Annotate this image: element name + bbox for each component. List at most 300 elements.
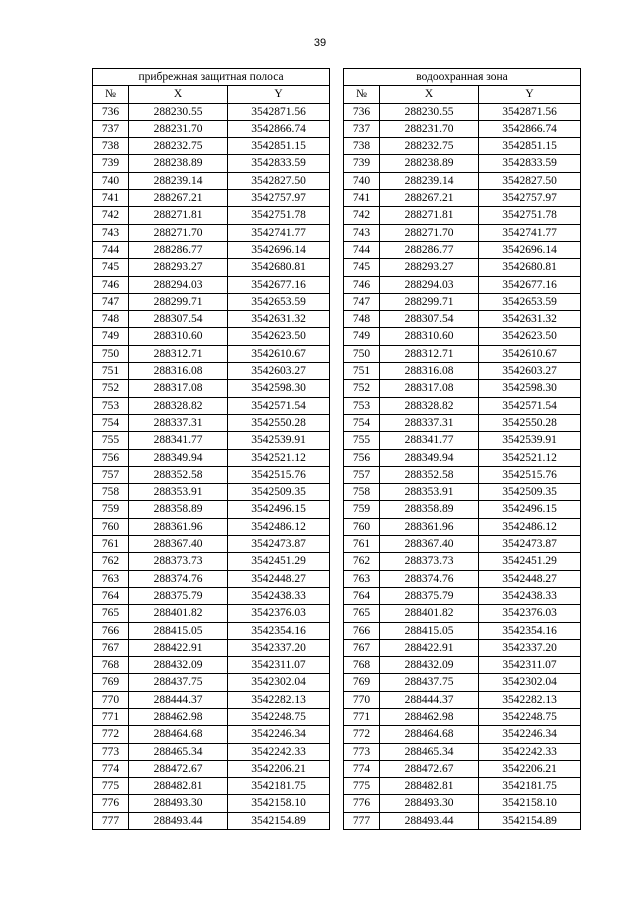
y-coordinate-cell: 3542438.33 — [228, 587, 330, 604]
y-coordinate-cell: 3542509.35 — [479, 484, 581, 501]
table-row — [93, 812, 330, 829]
table-row — [344, 397, 581, 414]
x-coordinate-cell: 288286.77 — [129, 241, 228, 258]
table-row — [93, 224, 330, 241]
point-number-cell: 753 — [93, 397, 129, 414]
table-row — [93, 311, 330, 328]
coastal-protection-strip-table — [92, 68, 330, 830]
y-coordinate-cell: 3542337.20 — [479, 639, 581, 656]
point-number-cell: 772 — [344, 726, 380, 743]
x-coordinate-cell: 288432.09 — [380, 657, 479, 674]
x-coordinate-cell: 288312.71 — [380, 345, 479, 362]
x-coordinate-cell: 288294.03 — [380, 276, 479, 293]
point-number-cell: 771 — [344, 708, 380, 725]
table-row — [93, 380, 330, 397]
table-row — [344, 380, 581, 397]
x-coordinate-cell: 288239.14 — [380, 172, 479, 189]
x-coordinate-cell: 288462.98 — [380, 708, 479, 725]
y-coordinate-cell: 3542509.35 — [228, 484, 330, 501]
point-number-cell: 747 — [344, 293, 380, 310]
x-coordinate-cell: 288316.08 — [380, 363, 479, 380]
point-number-cell: 777 — [93, 812, 129, 829]
y-coordinate-cell: 3542438.33 — [479, 587, 581, 604]
y-coordinate-cell: 3542206.21 — [228, 760, 330, 777]
table-row — [93, 691, 330, 708]
point-number-cell: 767 — [344, 639, 380, 656]
y-coordinate-cell: 3542473.87 — [479, 536, 581, 553]
x-coordinate-cell: 288238.89 — [380, 155, 479, 172]
x-coordinate-cell: 288267.21 — [129, 190, 228, 207]
point-number-cell: 752 — [344, 380, 380, 397]
point-number-cell: 758 — [93, 484, 129, 501]
point-number-cell: 762 — [93, 553, 129, 570]
table-row — [344, 363, 581, 380]
y-coordinate-cell: 3542866.74 — [228, 120, 330, 137]
x-coordinate-cell: 288232.75 — [380, 138, 479, 155]
table-row — [344, 587, 581, 604]
table-row — [344, 484, 581, 501]
y-coordinate-cell: 3542598.30 — [479, 380, 581, 397]
table-row — [93, 536, 330, 553]
x-coordinate-cell: 288293.27 — [380, 259, 479, 276]
table-row — [93, 276, 330, 293]
table-row — [93, 674, 330, 691]
y-coordinate-cell: 3542451.29 — [228, 553, 330, 570]
y-coordinate-cell: 3542623.50 — [228, 328, 330, 345]
point-number-cell: 736 — [93, 103, 129, 120]
x-coordinate-cell: 288415.05 — [380, 622, 479, 639]
x-coordinate-cell: 288353.91 — [380, 484, 479, 501]
point-number-cell: 759 — [93, 501, 129, 518]
point-number-cell: 769 — [344, 674, 380, 691]
x-coordinate-cell: 288482.81 — [380, 778, 479, 795]
x-coordinate-cell: 288401.82 — [129, 605, 228, 622]
x-coordinate-cell: 288373.73 — [380, 553, 479, 570]
x-coordinate-cell: 288349.94 — [129, 449, 228, 466]
x-coordinate-cell: 288493.30 — [380, 795, 479, 812]
x-coordinate-cell: 288472.67 — [380, 760, 479, 777]
table-row — [93, 138, 330, 155]
point-number-cell: 743 — [344, 224, 380, 241]
point-number-cell: 736 — [344, 103, 380, 120]
table-row — [93, 241, 330, 258]
point-number-cell: 764 — [344, 587, 380, 604]
y-coordinate-cell: 3542302.04 — [228, 674, 330, 691]
table-row — [344, 536, 581, 553]
point-number-cell: 770 — [344, 691, 380, 708]
point-number-cell: 753 — [344, 397, 380, 414]
y-coordinate-cell: 3542871.56 — [479, 103, 581, 120]
y-coordinate-cell: 3542610.67 — [479, 345, 581, 362]
x-coordinate-cell: 288271.81 — [380, 207, 479, 224]
point-number-cell: 771 — [93, 708, 129, 725]
point-number-cell: 768 — [93, 657, 129, 674]
table-row — [93, 743, 330, 760]
y-coordinate-cell: 3542833.59 — [479, 155, 581, 172]
point-number-cell: 738 — [93, 138, 129, 155]
table-row — [344, 259, 581, 276]
y-coordinate-cell: 3542354.16 — [479, 622, 581, 639]
table-row — [344, 449, 581, 466]
table-row — [93, 397, 330, 414]
page-number: 39 — [313, 37, 327, 49]
y-coordinate-cell: 3542631.32 — [228, 311, 330, 328]
table-row — [93, 449, 330, 466]
x-coordinate-cell: 288294.03 — [129, 276, 228, 293]
table-row — [344, 708, 581, 725]
point-number-cell: 737 — [344, 120, 380, 137]
y-coordinate-cell: 3542741.77 — [228, 224, 330, 241]
point-number-cell: 741 — [344, 190, 380, 207]
y-coordinate-cell: 3542851.15 — [228, 138, 330, 155]
table-title: водоохранная зона — [344, 69, 581, 86]
point-number-cell: 748 — [93, 311, 129, 328]
table-row — [93, 414, 330, 431]
table-row — [93, 345, 330, 362]
point-number-cell: 760 — [93, 518, 129, 535]
point-number-cell: 744 — [344, 241, 380, 258]
point-number-cell: 757 — [93, 466, 129, 483]
point-number-cell: 739 — [93, 155, 129, 172]
table-row — [344, 726, 581, 743]
point-number-cell: 737 — [93, 120, 129, 137]
table-row — [93, 778, 330, 795]
point-number-cell: 742 — [344, 207, 380, 224]
x-coordinate-cell: 288374.76 — [380, 570, 479, 587]
x-coordinate-cell: 288375.79 — [380, 587, 479, 604]
table-row — [344, 674, 581, 691]
table-row — [344, 190, 581, 207]
point-number-cell: 773 — [93, 743, 129, 760]
point-number-cell: 764 — [93, 587, 129, 604]
x-coordinate-cell: 288310.60 — [129, 328, 228, 345]
x-coordinate-cell: 288422.91 — [129, 639, 228, 656]
x-coordinate-cell: 288328.82 — [129, 397, 228, 414]
table-row — [93, 293, 330, 310]
y-coordinate-cell: 3542448.27 — [479, 570, 581, 587]
point-number-cell: 743 — [93, 224, 129, 241]
table-row — [93, 190, 330, 207]
x-coordinate-cell: 288352.58 — [129, 466, 228, 483]
table-row — [344, 276, 581, 293]
y-coordinate-cell: 3542741.77 — [479, 224, 581, 241]
table-row — [93, 587, 330, 604]
y-coordinate-cell: 3542282.13 — [479, 691, 581, 708]
point-number-cell: 770 — [93, 691, 129, 708]
x-coordinate-cell: 288493.44 — [129, 812, 228, 829]
y-coordinate-cell: 3542521.12 — [228, 449, 330, 466]
table-row — [344, 518, 581, 535]
y-coordinate-cell: 3542610.67 — [228, 345, 330, 362]
y-coordinate-cell: 3542603.27 — [228, 363, 330, 380]
y-coordinate-cell: 3542354.16 — [228, 622, 330, 639]
point-number-cell: 752 — [93, 380, 129, 397]
table-row — [93, 708, 330, 725]
point-number-cell: 772 — [93, 726, 129, 743]
x-coordinate-cell: 288437.75 — [129, 674, 228, 691]
y-coordinate-cell: 3542515.76 — [479, 466, 581, 483]
x-coordinate-cell: 288310.60 — [380, 328, 479, 345]
y-coordinate-cell: 3542677.16 — [228, 276, 330, 293]
x-coordinate-cell: 288328.82 — [380, 397, 479, 414]
point-number-cell: 777 — [344, 812, 380, 829]
y-coordinate-cell: 3542473.87 — [228, 536, 330, 553]
point-number-cell: 775 — [344, 778, 380, 795]
x-coordinate-cell: 288267.21 — [380, 190, 479, 207]
point-number-cell: 745 — [93, 259, 129, 276]
y-coordinate-cell: 3542631.32 — [479, 311, 581, 328]
point-number-cell: 767 — [93, 639, 129, 656]
y-coordinate-cell: 3542598.30 — [228, 380, 330, 397]
point-number-cell: 756 — [93, 449, 129, 466]
point-number-cell: 769 — [93, 674, 129, 691]
y-coordinate-cell: 3542181.75 — [479, 778, 581, 795]
x-coordinate-cell: 288231.70 — [129, 120, 228, 137]
x-coordinate-cell: 288286.77 — [380, 241, 479, 258]
table-row — [344, 241, 581, 258]
column-header-x: X — [380, 86, 479, 103]
x-coordinate-cell: 288312.71 — [129, 345, 228, 362]
x-coordinate-cell: 288337.31 — [129, 414, 228, 431]
y-coordinate-cell: 3542539.91 — [228, 432, 330, 449]
table-row — [93, 484, 330, 501]
x-coordinate-cell: 288238.89 — [129, 155, 228, 172]
table-row — [93, 605, 330, 622]
table-row — [93, 155, 330, 172]
table-row — [344, 224, 581, 241]
y-coordinate-cell: 3542833.59 — [228, 155, 330, 172]
point-number-cell: 749 — [344, 328, 380, 345]
point-number-cell: 739 — [344, 155, 380, 172]
x-coordinate-cell: 288341.77 — [380, 432, 479, 449]
x-coordinate-cell: 288367.40 — [129, 536, 228, 553]
y-coordinate-cell: 3542246.34 — [479, 726, 581, 743]
point-number-cell: 744 — [93, 241, 129, 258]
y-coordinate-cell: 3542242.33 — [479, 743, 581, 760]
table-row — [344, 432, 581, 449]
table-row — [344, 553, 581, 570]
table-row — [93, 501, 330, 518]
point-number-cell: 754 — [344, 414, 380, 431]
y-coordinate-cell: 3542158.10 — [228, 795, 330, 812]
point-number-cell: 761 — [344, 536, 380, 553]
table-row — [344, 570, 581, 587]
point-number-cell: 763 — [344, 570, 380, 587]
table-row — [344, 293, 581, 310]
table-row — [344, 778, 581, 795]
y-coordinate-cell: 3542496.15 — [228, 501, 330, 518]
point-number-cell: 740 — [93, 172, 129, 189]
table-row — [344, 345, 581, 362]
y-coordinate-cell: 3542282.13 — [228, 691, 330, 708]
y-coordinate-cell: 3542154.89 — [228, 812, 330, 829]
x-coordinate-cell: 288373.73 — [129, 553, 228, 570]
table-row — [344, 812, 581, 829]
point-number-cell: 755 — [93, 432, 129, 449]
table-row — [344, 207, 581, 224]
point-number-cell: 766 — [344, 622, 380, 639]
point-number-cell: 748 — [344, 311, 380, 328]
x-coordinate-cell: 288232.75 — [129, 138, 228, 155]
table-row — [344, 657, 581, 674]
y-coordinate-cell: 3542680.81 — [228, 259, 330, 276]
x-coordinate-cell: 288230.55 — [129, 103, 228, 120]
table-row — [93, 259, 330, 276]
x-coordinate-cell: 288437.75 — [380, 674, 479, 691]
table-row — [93, 328, 330, 345]
x-coordinate-cell: 288464.68 — [380, 726, 479, 743]
table-row — [344, 328, 581, 345]
y-coordinate-cell: 3542550.28 — [479, 414, 581, 431]
point-number-cell: 768 — [344, 657, 380, 674]
x-coordinate-cell: 288464.68 — [129, 726, 228, 743]
x-coordinate-cell: 288299.71 — [129, 293, 228, 310]
table-row — [93, 760, 330, 777]
y-coordinate-cell: 3542623.50 — [479, 328, 581, 345]
x-coordinate-cell: 288230.55 — [380, 103, 479, 120]
table-row — [344, 172, 581, 189]
point-number-cell: 746 — [93, 276, 129, 293]
x-coordinate-cell: 288444.37 — [129, 691, 228, 708]
y-coordinate-cell: 3542827.50 — [228, 172, 330, 189]
y-coordinate-cell: 3542486.12 — [228, 518, 330, 535]
point-number-cell: 774 — [93, 760, 129, 777]
y-coordinate-cell: 3542603.27 — [479, 363, 581, 380]
x-coordinate-cell: 288367.40 — [380, 536, 479, 553]
x-coordinate-cell: 288465.34 — [129, 743, 228, 760]
x-coordinate-cell: 288358.89 — [380, 501, 479, 518]
table-row — [93, 363, 330, 380]
point-number-cell: 775 — [93, 778, 129, 795]
x-coordinate-cell: 288361.96 — [129, 518, 228, 535]
table-row — [344, 501, 581, 518]
point-number-cell: 760 — [344, 518, 380, 535]
x-coordinate-cell: 288415.05 — [129, 622, 228, 639]
x-coordinate-cell: 288307.54 — [129, 311, 228, 328]
point-number-cell: 776 — [93, 795, 129, 812]
point-number-cell: 741 — [93, 190, 129, 207]
y-coordinate-cell: 3542677.16 — [479, 276, 581, 293]
point-number-cell: 742 — [93, 207, 129, 224]
point-number-cell: 765 — [344, 605, 380, 622]
point-number-cell: 738 — [344, 138, 380, 155]
x-coordinate-cell: 288293.27 — [129, 259, 228, 276]
y-coordinate-cell: 3542376.03 — [228, 605, 330, 622]
y-coordinate-cell: 3542751.78 — [479, 207, 581, 224]
y-coordinate-cell: 3542496.15 — [479, 501, 581, 518]
table-row — [344, 743, 581, 760]
point-number-cell: 763 — [93, 570, 129, 587]
y-coordinate-cell: 3542696.14 — [479, 241, 581, 258]
table-row — [344, 639, 581, 656]
point-number-cell: 761 — [93, 536, 129, 553]
y-coordinate-cell: 3542311.07 — [228, 657, 330, 674]
column-header-y: Y — [479, 86, 581, 103]
point-number-cell: 751 — [344, 363, 380, 380]
y-coordinate-cell: 3542311.07 — [479, 657, 581, 674]
x-coordinate-cell: 288341.77 — [129, 432, 228, 449]
column-header-y: Y — [228, 86, 330, 103]
y-coordinate-cell: 3542827.50 — [479, 172, 581, 189]
x-coordinate-cell: 288432.09 — [129, 657, 228, 674]
table-row — [344, 466, 581, 483]
x-coordinate-cell: 288493.30 — [129, 795, 228, 812]
point-number-cell: 747 — [93, 293, 129, 310]
point-number-cell: 762 — [344, 553, 380, 570]
table-row — [93, 103, 330, 120]
table-row — [93, 570, 330, 587]
y-coordinate-cell: 3542751.78 — [228, 207, 330, 224]
x-coordinate-cell: 288352.58 — [380, 466, 479, 483]
table-row — [344, 120, 581, 137]
y-coordinate-cell: 3542451.29 — [479, 553, 581, 570]
y-coordinate-cell: 3542851.15 — [479, 138, 581, 155]
table-row — [344, 795, 581, 812]
x-coordinate-cell: 288472.67 — [129, 760, 228, 777]
y-coordinate-cell: 3542154.89 — [479, 812, 581, 829]
x-coordinate-cell: 288317.08 — [129, 380, 228, 397]
y-coordinate-cell: 3542486.12 — [479, 518, 581, 535]
point-number-cell: 751 — [93, 363, 129, 380]
point-number-cell: 755 — [344, 432, 380, 449]
point-number-cell: 750 — [344, 345, 380, 362]
x-coordinate-cell: 288231.70 — [380, 120, 479, 137]
table-row — [93, 432, 330, 449]
x-coordinate-cell: 288316.08 — [129, 363, 228, 380]
y-coordinate-cell: 3542550.28 — [228, 414, 330, 431]
y-coordinate-cell: 3542539.91 — [479, 432, 581, 449]
y-coordinate-cell: 3542376.03 — [479, 605, 581, 622]
x-coordinate-cell: 288299.71 — [380, 293, 479, 310]
table-row — [93, 553, 330, 570]
y-coordinate-cell: 3542696.14 — [228, 241, 330, 258]
water-protection-zone-table — [343, 68, 581, 830]
y-coordinate-cell: 3542246.34 — [228, 726, 330, 743]
point-number-cell: 756 — [344, 449, 380, 466]
y-coordinate-cell: 3542248.75 — [479, 708, 581, 725]
x-coordinate-cell: 288337.31 — [380, 414, 479, 431]
point-number-cell: 773 — [344, 743, 380, 760]
y-coordinate-cell: 3542337.20 — [228, 639, 330, 656]
table-row — [93, 795, 330, 812]
y-coordinate-cell: 3542866.74 — [479, 120, 581, 137]
x-coordinate-cell: 288422.91 — [380, 639, 479, 656]
point-number-cell: 759 — [344, 501, 380, 518]
x-coordinate-cell: 288271.81 — [129, 207, 228, 224]
y-coordinate-cell: 3542757.97 — [228, 190, 330, 207]
table-row — [344, 311, 581, 328]
table-row — [93, 120, 330, 137]
y-coordinate-cell: 3542448.27 — [228, 570, 330, 587]
y-coordinate-cell: 3542242.33 — [228, 743, 330, 760]
table-row — [344, 691, 581, 708]
x-coordinate-cell: 288358.89 — [129, 501, 228, 518]
point-number-cell: 754 — [93, 414, 129, 431]
x-coordinate-cell: 288465.34 — [380, 743, 479, 760]
x-coordinate-cell: 288462.98 — [129, 708, 228, 725]
point-number-cell: 774 — [344, 760, 380, 777]
y-coordinate-cell: 3542571.54 — [228, 397, 330, 414]
table-row — [93, 639, 330, 656]
y-coordinate-cell: 3542158.10 — [479, 795, 581, 812]
x-coordinate-cell: 288307.54 — [380, 311, 479, 328]
table-body — [93, 103, 330, 829]
point-number-cell: 766 — [93, 622, 129, 639]
x-coordinate-cell: 288361.96 — [380, 518, 479, 535]
x-coordinate-cell: 288401.82 — [380, 605, 479, 622]
point-number-cell: 746 — [344, 276, 380, 293]
table-row — [344, 760, 581, 777]
